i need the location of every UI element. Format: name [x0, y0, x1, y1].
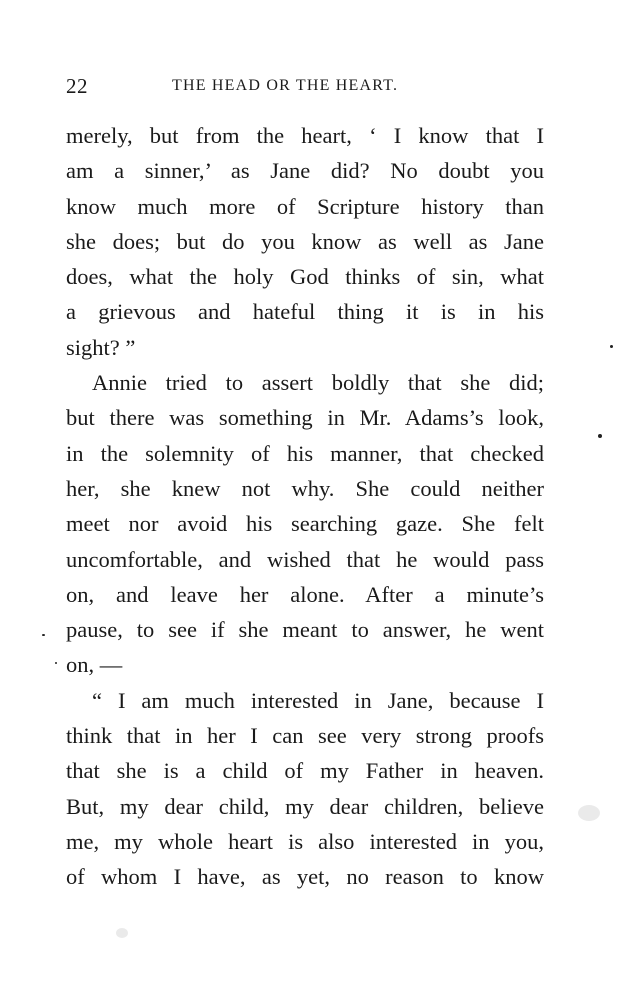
text-line: But, my dear child, my dear children, believe [66, 793, 544, 819]
scan-speck [598, 434, 602, 438]
text-line: me, my whole heart is also interested in you, [66, 828, 544, 854]
paragraph-2 [66, 365, 544, 683]
text-line: in the solemnity of his manner, that checked [66, 440, 544, 466]
text-line: sight? ” [66, 334, 136, 360]
text-line: think that in her I can see very strong proofs [66, 723, 544, 749]
scan-smudge [116, 928, 128, 938]
text-line: on, — [66, 652, 123, 678]
text-line: on, and leave her alone. After a minute’s [66, 581, 544, 607]
text-line: “ I am much interested in Jane, because I [92, 687, 544, 713]
running-head: THE HEAD OR THE HEART. [172, 77, 399, 94]
text-line: of whom I have, as yet, no reason to know [66, 864, 544, 890]
text-line: a grievous and hateful thing it is in his [66, 299, 544, 325]
paragraph-1 [66, 118, 544, 365]
text-line: know much more of Scripture history than [66, 193, 544, 219]
text-line: Annie tried to assert boldly that she did; [92, 370, 544, 396]
page-number: 22 [66, 74, 88, 98]
text-line: meet nor avoid his searching gaze. She felt [66, 511, 544, 537]
text-line: merely, but from the heart, ‘ I know that I [66, 123, 544, 148]
scan-speck [55, 662, 57, 664]
text-line: pause, to see if she meant to answer, he went [66, 617, 544, 643]
body-text [66, 118, 544, 895]
text-line: that she is a child of my Father in heaven. [66, 758, 544, 784]
page-header [66, 74, 546, 102]
text-line: does, what the holy God thinks of sin, what [66, 264, 544, 290]
scan-speck [610, 345, 613, 348]
scan-speck [42, 634, 45, 636]
text-line: am a sinner,’ as Jane did? No doubt you [66, 158, 544, 184]
text-line: uncomfortable, and wished that he would pass [66, 546, 544, 572]
text-line: but there was something in Mr. Adams’s look, [66, 405, 544, 431]
scan-smudge [578, 805, 600, 821]
text-line: she does; but do you know as well as Jane [66, 228, 544, 254]
paragraph-3 [66, 683, 544, 895]
text-line: her, she knew not why. She could neither [66, 475, 544, 501]
